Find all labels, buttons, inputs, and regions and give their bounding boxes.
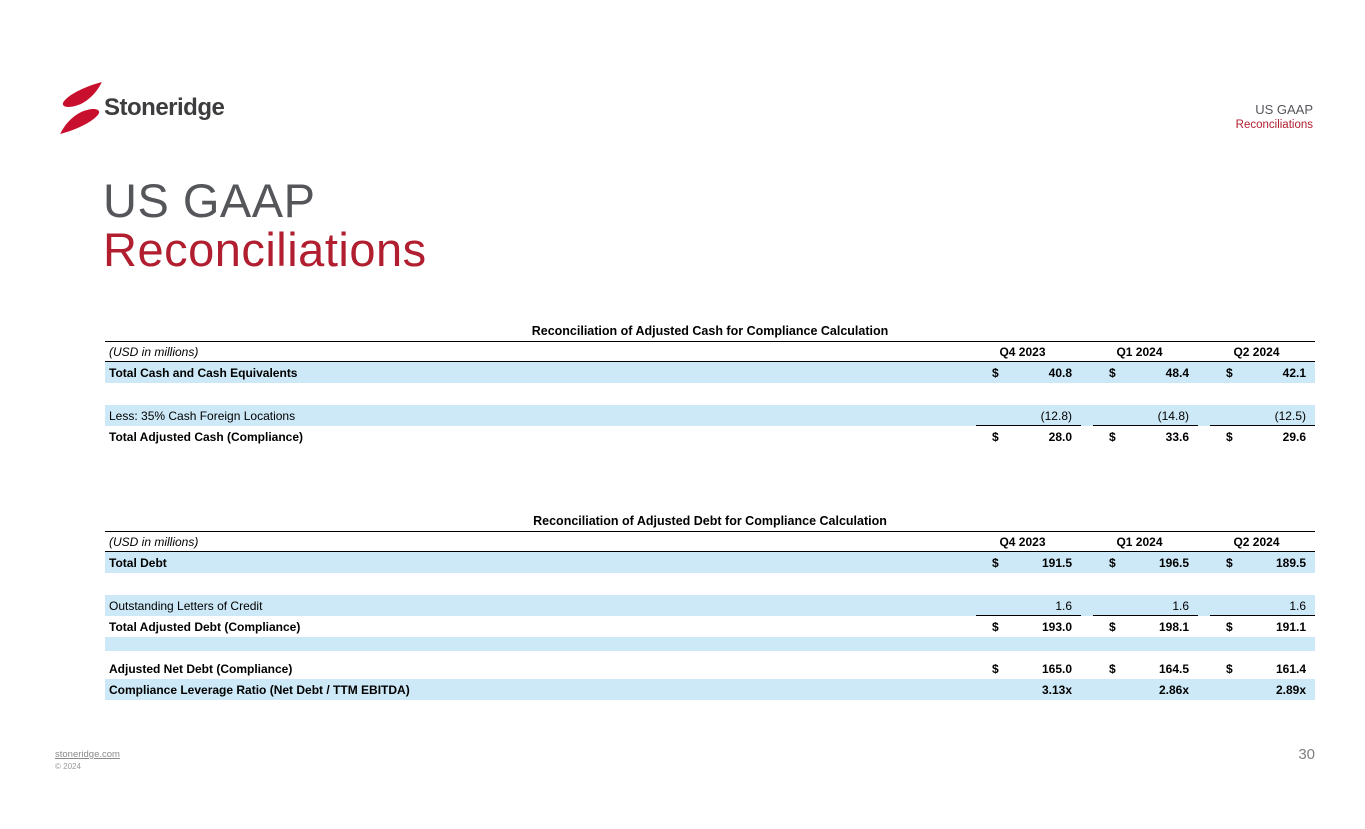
value-cell <box>1198 405 1315 426</box>
logo-wordmark: Stoneridge <box>104 94 225 121</box>
table-row-total-adjusted-cash <box>105 426 1315 447</box>
corner-line-2: Reconciliations <box>1235 119 1313 132</box>
table-row-less-foreign-cash <box>105 405 1315 426</box>
row-label: Outstanding Letters of Credit <box>109 598 263 613</box>
value-cell <box>964 658 1081 679</box>
value-cell <box>964 552 1081 573</box>
value-cell <box>964 616 1081 637</box>
row-label: Total Cash and Cash Equivalents <box>109 365 298 380</box>
currency-symbol: $ <box>992 661 999 676</box>
cell-value: 2.89x <box>1275 682 1306 697</box>
adjusted-cash-table <box>105 324 1315 447</box>
page-title <box>103 176 427 274</box>
value-cell <box>1081 552 1198 573</box>
unit-label: (USD in millions) <box>109 344 199 359</box>
column-header-q4-2023: Q4 2023 <box>999 534 1046 549</box>
row-label: Total Adjusted Debt (Compliance) <box>109 619 301 634</box>
value-cell <box>1081 616 1198 637</box>
cell-value: 165.0 <box>1041 661 1072 676</box>
cell-value: 196.5 <box>1158 555 1189 570</box>
cell-value: (12.8) <box>1040 408 1072 423</box>
spacer-row <box>105 573 1315 595</box>
column-header-q4-2023: Q4 2023 <box>999 344 1046 359</box>
spacer-row <box>105 383 1315 405</box>
value-cell <box>964 679 1081 700</box>
value-cell <box>964 405 1081 426</box>
currency-symbol: $ <box>1226 661 1233 676</box>
column-header-q1-2024: Q1 2024 <box>1116 344 1163 359</box>
currency-symbol: $ <box>1226 555 1233 570</box>
slide-corner-label <box>1236 102 1313 133</box>
currency-symbol: $ <box>1109 555 1116 570</box>
value-cell <box>1081 658 1198 679</box>
row-label: Adjusted Net Debt (Compliance) <box>109 661 293 676</box>
table-row-letters-of-credit <box>105 595 1315 616</box>
cell-value: 48.4 <box>1165 365 1189 380</box>
row-label: Total Debt <box>109 555 167 570</box>
stoneridge-logo <box>55 82 224 134</box>
currency-symbol: $ <box>992 429 999 444</box>
value-cell <box>1198 679 1315 700</box>
value-cell <box>1081 426 1198 447</box>
table-header-row <box>105 531 1315 552</box>
row-label: Total Adjusted Cash (Compliance) <box>109 429 304 444</box>
column-header-q1-2024: Q1 2024 <box>1116 534 1163 549</box>
value-cell <box>1198 595 1315 616</box>
table-row-adjusted-net-debt <box>105 658 1315 679</box>
cell-value: 191.5 <box>1041 555 1072 570</box>
cell-value: 164.5 <box>1158 661 1189 676</box>
value-cell <box>1081 595 1198 616</box>
cell-value: 161.4 <box>1275 661 1306 676</box>
cell-value: 198.1 <box>1158 619 1189 634</box>
currency-symbol: $ <box>1109 429 1116 444</box>
table-title: Reconciliation of Adjusted Cash for Compliance Calculation <box>531 324 889 338</box>
cell-value: 42.1 <box>1282 365 1306 380</box>
cell-value: 193.0 <box>1041 619 1072 634</box>
cell-value: (14.8) <box>1157 408 1189 423</box>
website-link[interactable]: stoneridge.com <box>55 749 120 760</box>
currency-symbol: $ <box>992 619 999 634</box>
cell-value: 33.6 <box>1165 429 1189 444</box>
cell-value: 2.86x <box>1158 682 1189 697</box>
table-header-row <box>105 341 1315 362</box>
currency-symbol: $ <box>1226 619 1233 634</box>
cell-value: 40.8 <box>1048 365 1072 380</box>
column-header-q2-2024: Q2 2024 <box>1233 534 1280 549</box>
table-row-total-debt <box>105 552 1315 573</box>
page-number: 30 <box>1298 746 1315 763</box>
cell-value: 189.5 <box>1275 555 1306 570</box>
copyright-text: © 2024 <box>55 762 81 771</box>
table-row-total-adjusted-debt <box>105 616 1315 637</box>
cell-value: 191.1 <box>1275 619 1306 634</box>
unit-label: (USD in millions) <box>109 534 199 549</box>
value-cell <box>1198 616 1315 637</box>
page-title-line-1: US GAAP <box>103 174 316 227</box>
currency-symbol: $ <box>992 555 999 570</box>
table-title: Reconciliation of Adjusted Debt for Compliance Calculation <box>533 514 887 528</box>
cell-value: (12.5) <box>1274 408 1306 423</box>
table-row-total-cash <box>105 362 1315 383</box>
value-cell <box>964 362 1081 383</box>
cell-value: 29.6 <box>1282 429 1306 444</box>
value-cell <box>1081 362 1198 383</box>
currency-symbol: $ <box>1226 429 1233 444</box>
currency-symbol: $ <box>1109 619 1116 634</box>
value-cell <box>964 595 1081 616</box>
value-cell <box>1081 679 1198 700</box>
table-row-compliance-leverage-ratio <box>105 679 1315 700</box>
stoneridge-swoosh-icon <box>55 82 107 134</box>
value-cell <box>1198 426 1315 447</box>
cell-value: 1.6 <box>1289 598 1306 613</box>
currency-symbol: $ <box>1109 661 1116 676</box>
value-cell <box>1081 405 1198 426</box>
spacer-gap <box>105 651 1315 658</box>
cell-value: 28.0 <box>1048 429 1072 444</box>
value-cell <box>1198 362 1315 383</box>
currency-symbol: $ <box>1226 365 1233 380</box>
cell-value: 3.13x <box>1041 682 1072 697</box>
row-label: Compliance Leverage Ratio (Net Debt / TTM EBITDA) <box>109 682 410 697</box>
adjusted-debt-table <box>105 514 1315 700</box>
cell-value: 1.6 <box>1172 598 1189 613</box>
row-label: Less: 35% Cash Foreign Locations <box>109 408 296 423</box>
value-cell <box>1198 658 1315 679</box>
cell-value: 1.6 <box>1055 598 1072 613</box>
corner-line-1: US GAAP <box>1255 102 1313 117</box>
spacer-row <box>105 637 1315 651</box>
currency-symbol: $ <box>1109 365 1116 380</box>
column-header-q2-2024: Q2 2024 <box>1233 344 1280 359</box>
value-cell <box>1198 552 1315 573</box>
currency-symbol: $ <box>992 365 999 380</box>
page-title-line-2: Reconciliations <box>103 223 427 276</box>
value-cell <box>964 426 1081 447</box>
